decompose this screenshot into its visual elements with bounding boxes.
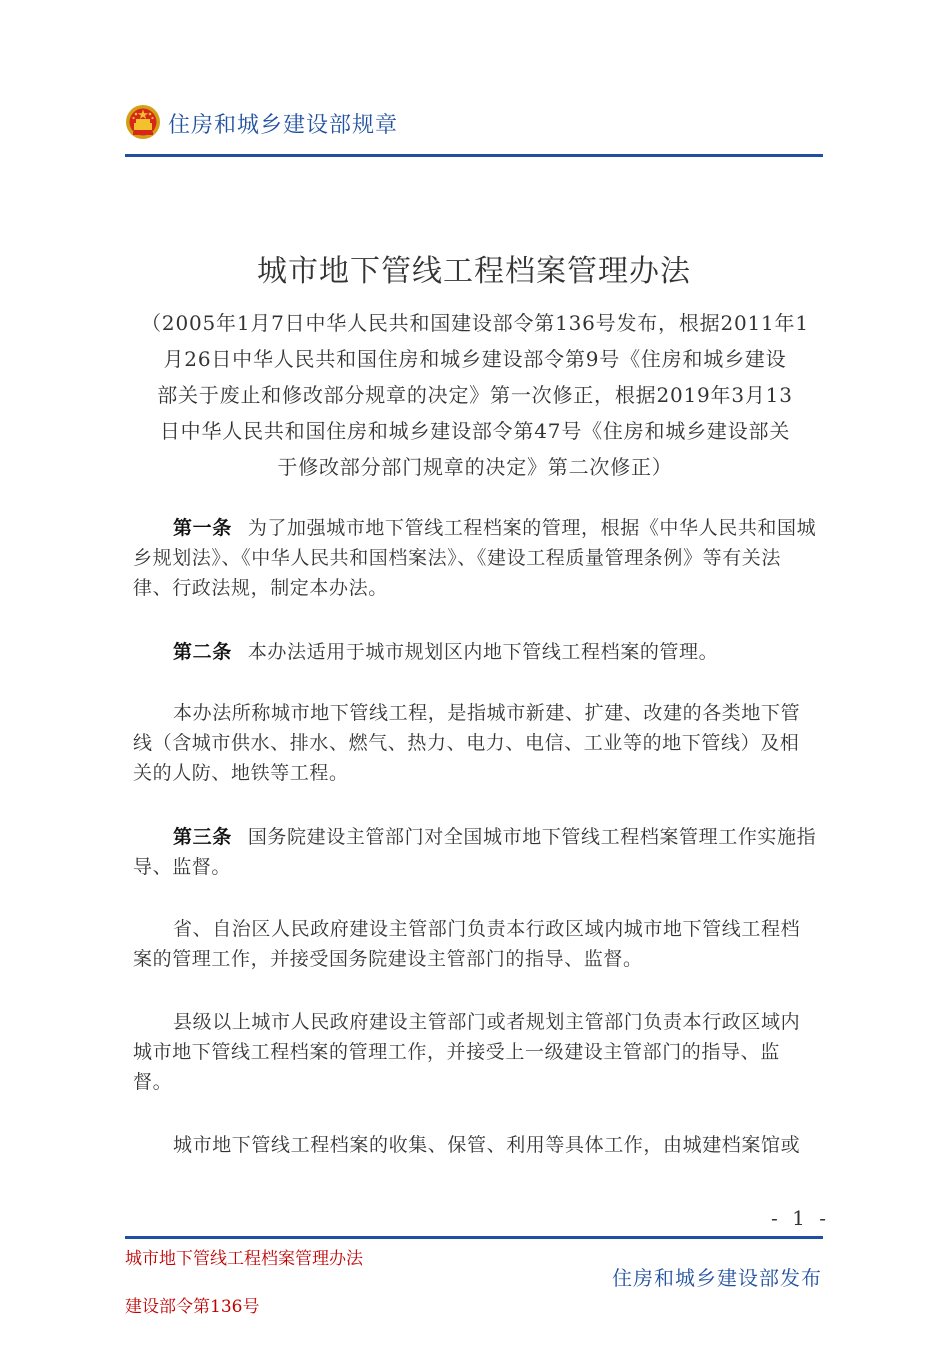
subtitle-line: 日中华人民共和国住房和城乡建设部令第47号《住房和城乡建设部关 — [159, 419, 791, 443]
header-divider — [125, 154, 823, 157]
subtitle-line: 于修改部分部门规章的决定》第二次修正） — [277, 455, 673, 479]
footer-decree-number: 建设部令第136号 — [125, 1297, 260, 1317]
footer-divider — [125, 1236, 823, 1239]
subtitle-line: 部关于废止和修改部分规章的决定》第一次修正，根据2019年3月13 — [157, 383, 793, 407]
article-paragraph — [133, 822, 817, 882]
article-text: 本办法适用于城市规划区内地下管线工程档案的管理。 — [247, 641, 719, 663]
article-paragraph — [133, 1130, 817, 1160]
subtitle-line: 月26日中华人民共和国住房和城乡建设部令第9号《住房和城乡建设 — [163, 347, 787, 371]
article-paragraph — [133, 698, 817, 788]
article-label: 第一条 — [173, 517, 232, 539]
article-text: 县级以上城市人民政府建设主管部门或者规划主管部门负责本行政区域内城市地下管线工程档案的管理工作，并接受上一级建设主管部门的指导、监督。 — [133, 1011, 801, 1093]
article-label: 第三条 — [173, 826, 232, 848]
article-paragraph — [133, 1007, 817, 1097]
page-number: - 1 - — [771, 1206, 830, 1230]
article-paragraph — [133, 637, 817, 667]
article-label: 第二条 — [173, 641, 232, 663]
article-paragraph — [133, 513, 817, 603]
document-title: 城市地下管线工程档案管理办法 — [257, 254, 691, 289]
footer-publisher: 住房和城乡建设部发布 — [612, 1266, 822, 1290]
article-text: 为了加强城市地下管线工程档案的管理，根据《中华人民共和国城乡规划法》、《中华人民共和国档案法》、《建设工程质量管理条例》等有关法律、行政法规，制定本办法。 — [133, 517, 817, 599]
article-text: 城市地下管线工程档案的收集、保管、利用等具体工作，由城建档案馆或 — [173, 1134, 801, 1156]
article-text: 省、自治区人民政府建设主管部门负责本行政区域内城市地下管线工程档案的管理工作，并接受国务院建设主管部门的指导、监督。 — [133, 918, 801, 970]
page-header — [125, 104, 825, 144]
national-emblem-icon — [125, 104, 161, 140]
document-subtitle — [128, 305, 822, 485]
article-text: 国务院建设主管部门对全国城市地下管线工程档案管理工作实施指导、监督。 — [133, 826, 817, 878]
article-text: 本办法所称城市地下管线工程，是指城市新建、扩建、改建的各类地下管线（含城市供水、排水、燃气、热力、电力、电信、工业等的地下管线）及相关的人防、地铁等工程。 — [133, 702, 801, 784]
header-title: 住房和城乡建设部规章 — [168, 113, 399, 138]
article-paragraph — [133, 914, 817, 974]
footer-document-name: 城市地下管线工程档案管理办法 — [125, 1249, 363, 1269]
subtitle-line: （2005年1月7日中华人民共和国建设部令第136号发布，根据2011年1 — [141, 311, 809, 335]
